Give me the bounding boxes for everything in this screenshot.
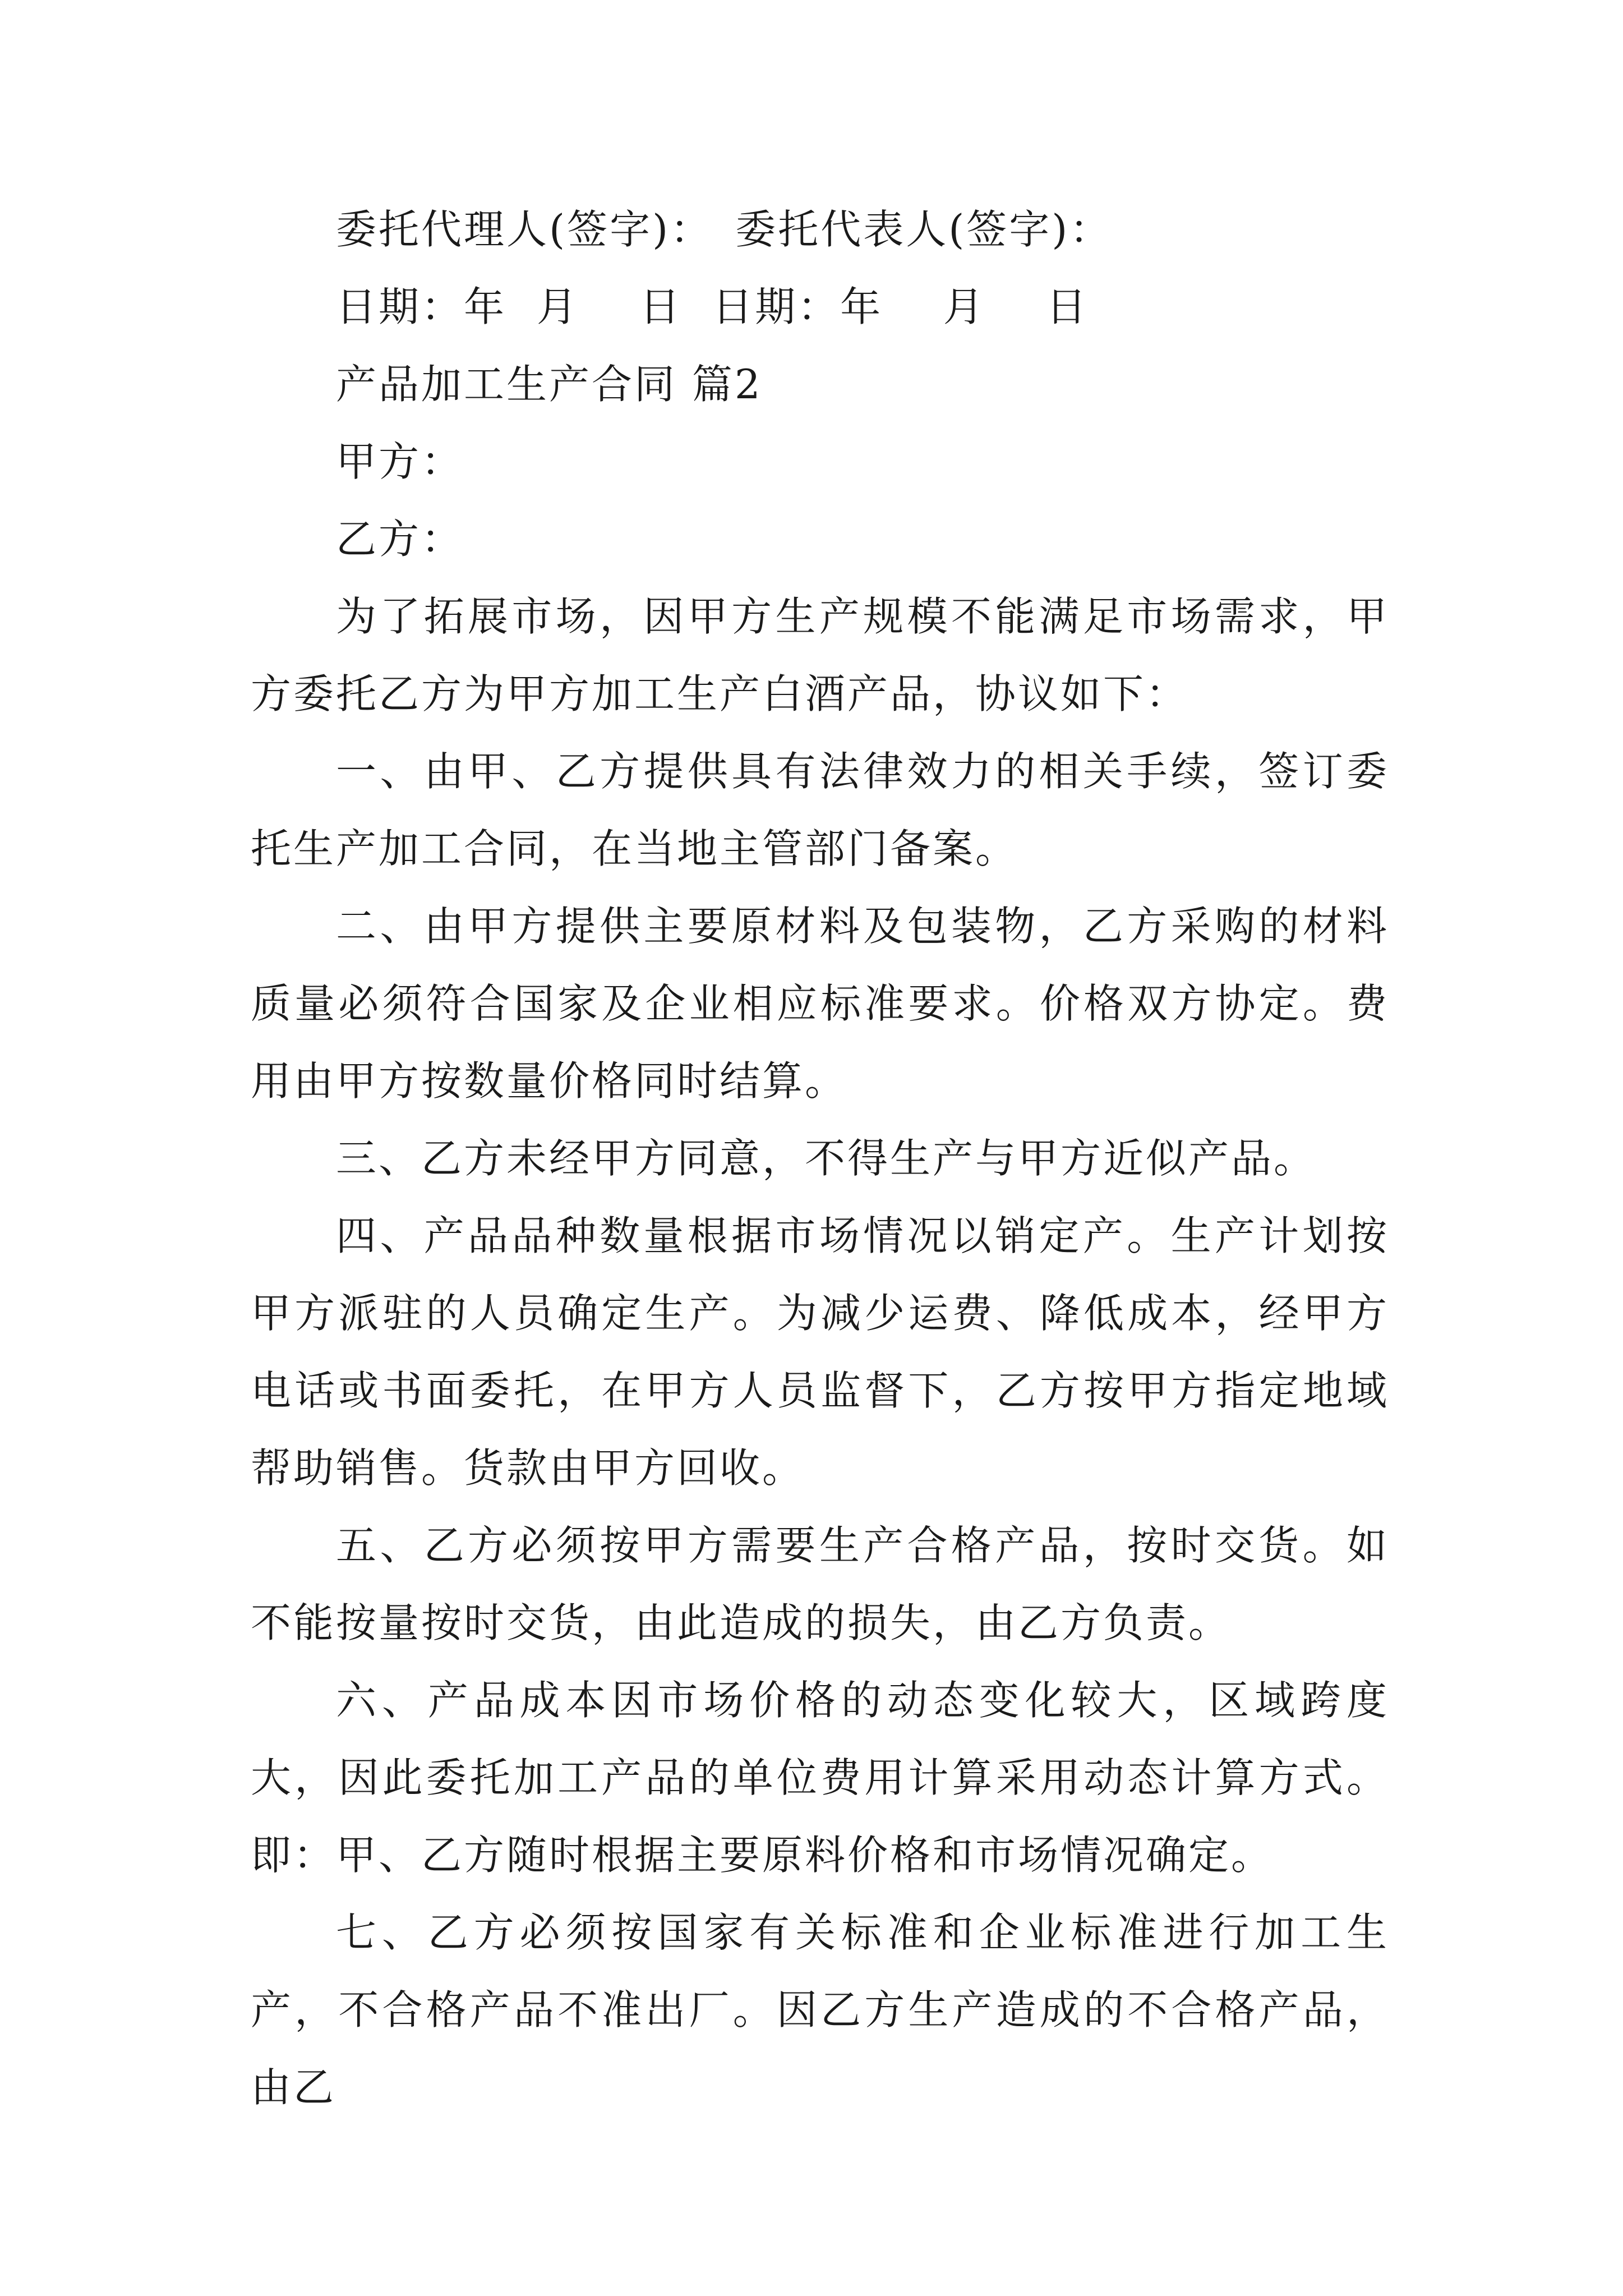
document-body bbox=[251, 191, 1389, 2126]
paragraph-clause-3: 三、乙方未经甲方同意，不得生产与甲方近似产品。 bbox=[336, 1135, 1317, 1182]
agent-signature-label: 委托代理人(签字)： bbox=[336, 206, 713, 253]
paragraph-clause-4: 四、产品品种数量根据市场情况以销定产。生产计划按甲方派驻的人员确定生产。为减少运费、降低成本，经甲方电话或书面委托，在甲方人员监督下，乙方按甲方指定地域帮助销售。货款由甲方回收。 bbox=[251, 1212, 1389, 1492]
paragraph-intro: 为了拓展市场，因甲方生产规模不能满足市场需求，甲方委托乙方为甲方加工生产白酒产品，协议如下： bbox=[251, 593, 1389, 717]
representative-signature-label: 委托代表人(签字)： bbox=[735, 206, 1113, 253]
party-b-label: 乙方： bbox=[336, 516, 464, 563]
paragraph-clause-6: 六、产品成本因市场价格的动态变化较大，区域跨度大，因此委托加工产品的单位费用计算采用动态计算方式。即：甲、乙方随时根据主要原料价格和市场情况确定。 bbox=[251, 1677, 1389, 1879]
party-a-label: 甲方： bbox=[336, 438, 464, 485]
paragraph-clause-1: 一、由甲、乙方提供具有法律效力的相关手续，签订委托生产加工合同，在当地主管部门备案。 bbox=[251, 748, 1389, 872]
date-line: 日期：年 月 日 日期：年 月 日 bbox=[336, 283, 1089, 330]
section-heading: 产品加工生产合同 篇2 bbox=[336, 361, 763, 408]
paragraph-clause-5: 五、乙方必须按甲方需要生产合格产品，按时交货。如不能按量按时交货，由此造成的损失，由乙方负责。 bbox=[251, 1522, 1389, 1646]
signature-line bbox=[251, 191, 1389, 268]
paragraph-clause-7: 七、乙方必须按国家有关标准和企业标准进行加工生产，不合格产品不准出厂。因乙方生产造成的不合格产品，由乙 bbox=[251, 1909, 1389, 2111]
paragraph-clause-2: 二、由甲方提供主要原材料及包装物，乙方采购的材料质量必须符合国家及企业相应标准要求。价格双方协定。费用由甲方按数量价格同时结算。 bbox=[251, 903, 1389, 1105]
